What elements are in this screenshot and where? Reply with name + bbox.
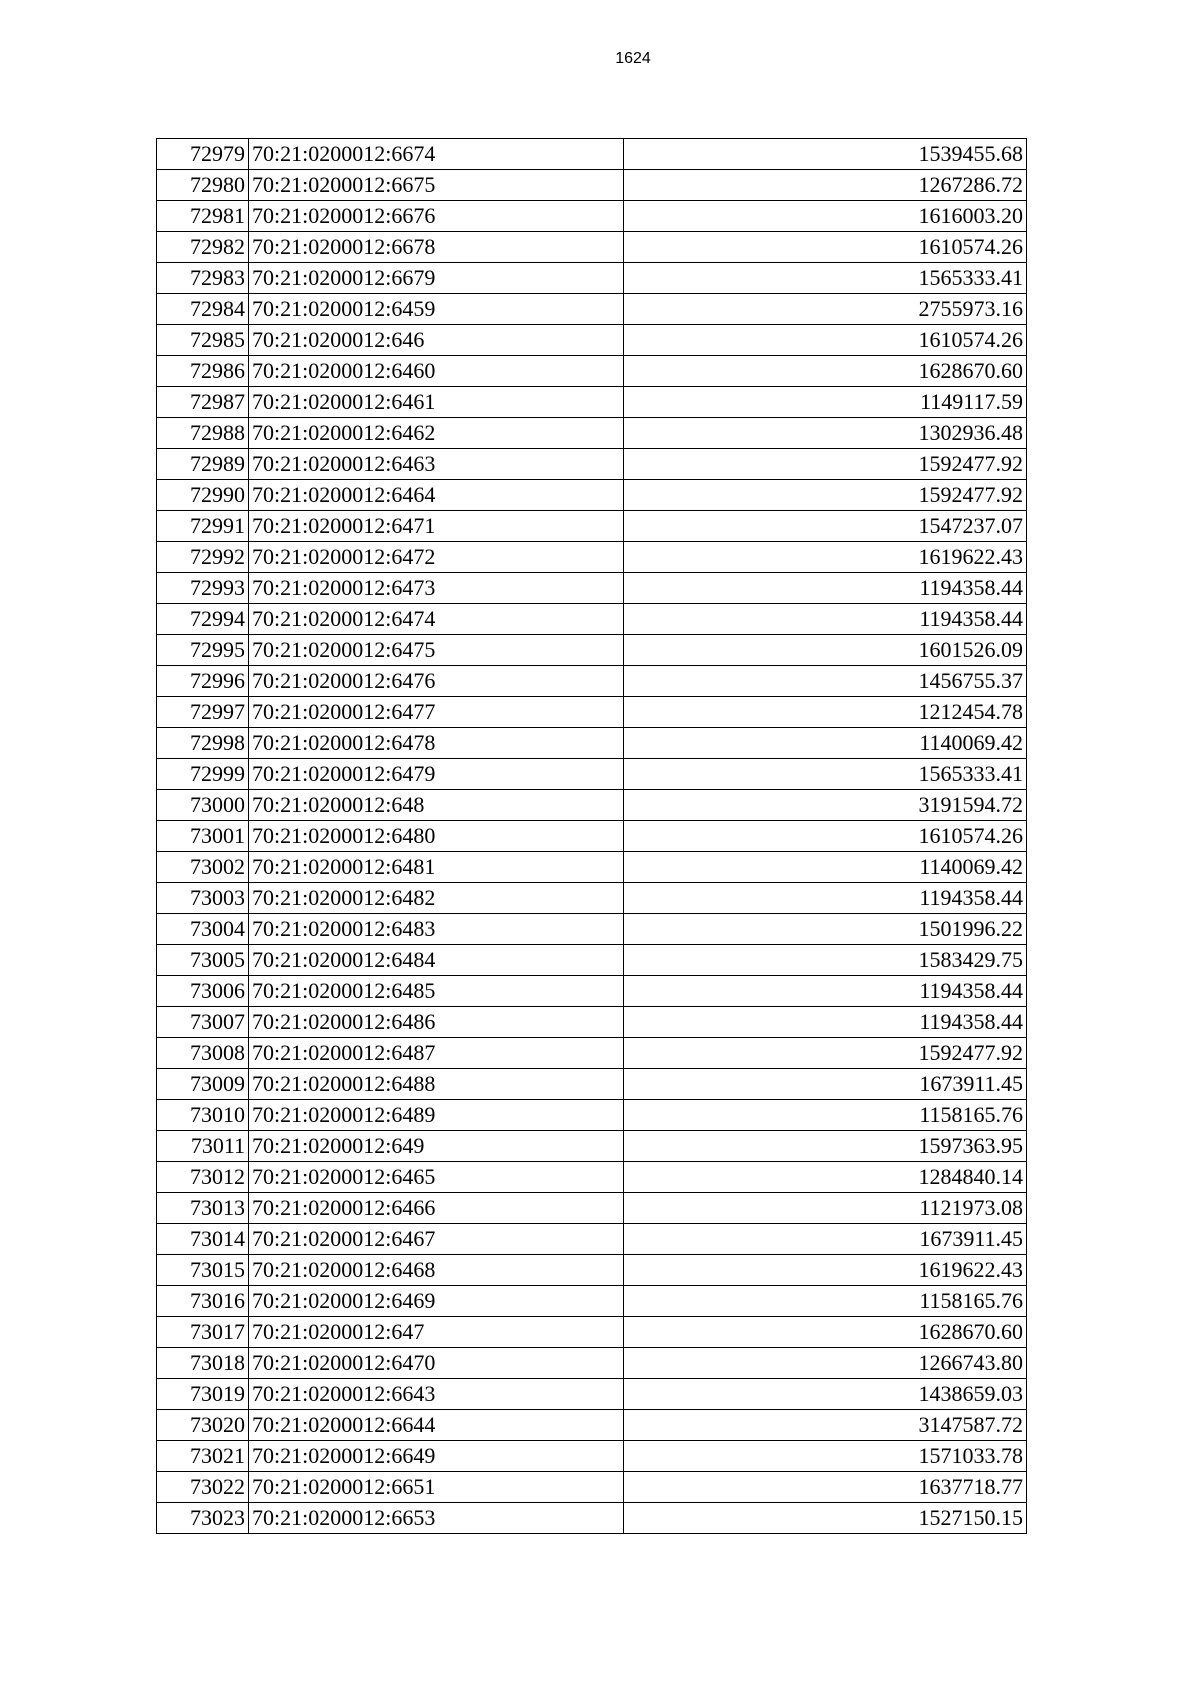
cadastral-value-cell: 1610574.26 [624, 821, 1027, 852]
cadastral-value-cell: 1149117.59 [624, 387, 1027, 418]
cadastral-number-cell: 70:21:0200012:6471 [249, 511, 624, 542]
cadastral-value-cell: 1592477.92 [624, 449, 1027, 480]
cadastral-number-cell: 70:21:0200012:6653 [249, 1503, 624, 1534]
cadastral-value-cell: 1456755.37 [624, 666, 1027, 697]
table-row [157, 356, 1027, 387]
table-row [157, 1441, 1027, 1472]
cadastral-number-cell: 70:21:0200012:6468 [249, 1255, 624, 1286]
table-row [157, 201, 1027, 232]
row-number-cell: 73008 [157, 1038, 249, 1069]
cadastral-number-cell: 70:21:0200012:6486 [249, 1007, 624, 1038]
row-number-cell: 72979 [157, 139, 249, 170]
row-number-cell: 73019 [157, 1379, 249, 1410]
cadastral-number-cell: 70:21:0200012:6675 [249, 170, 624, 201]
cadastral-value-cell: 3147587.72 [624, 1410, 1027, 1441]
row-number-cell: 73012 [157, 1162, 249, 1193]
row-number-cell: 73017 [157, 1317, 249, 1348]
row-number-cell: 73005 [157, 945, 249, 976]
row-number-cell: 72983 [157, 263, 249, 294]
row-number-cell: 73011 [157, 1131, 249, 1162]
table-row [157, 418, 1027, 449]
cadastral-value-cell: 1284840.14 [624, 1162, 1027, 1193]
row-number-cell: 73021 [157, 1441, 249, 1472]
cadastral-number-cell: 70:21:0200012:648 [249, 790, 624, 821]
row-number-cell: 72990 [157, 480, 249, 511]
cadastral-number-cell: 70:21:0200012:6487 [249, 1038, 624, 1069]
page-number: 1624 [615, 50, 651, 67]
table-row [157, 821, 1027, 852]
table-row [157, 666, 1027, 697]
cadastral-number-cell: 70:21:0200012:6649 [249, 1441, 624, 1472]
row-number-cell: 72980 [157, 170, 249, 201]
row-number-cell: 73001 [157, 821, 249, 852]
table-row [157, 1162, 1027, 1193]
cadastral-value-cell: 1637718.77 [624, 1472, 1027, 1503]
cadastral-number-cell: 70:21:0200012:6466 [249, 1193, 624, 1224]
table-row [157, 573, 1027, 604]
cadastral-value-cell: 1539455.68 [624, 139, 1027, 170]
cadastral-value-cell: 1547237.07 [624, 511, 1027, 542]
cadastral-number-cell: 70:21:0200012:6674 [249, 139, 624, 170]
row-number-cell: 72992 [157, 542, 249, 573]
cadastral-number-cell: 70:21:0200012:6483 [249, 914, 624, 945]
cadastral-value-cell: 1194358.44 [624, 976, 1027, 1007]
table-row [157, 1410, 1027, 1441]
table-row [157, 883, 1027, 914]
cadastral-value-cell: 1619622.43 [624, 542, 1027, 573]
cadastral-number-cell: 70:21:0200012:6644 [249, 1410, 624, 1441]
cadastral-number-cell: 70:21:0200012:6462 [249, 418, 624, 449]
cadastral-value-cell: 1302936.48 [624, 418, 1027, 449]
row-number-cell: 72985 [157, 325, 249, 356]
row-number-cell: 72999 [157, 759, 249, 790]
cadastral-number-cell: 70:21:0200012:6676 [249, 201, 624, 232]
table-row [157, 604, 1027, 635]
cadastral-value-cell: 2755973.16 [624, 294, 1027, 325]
cadastral-value-cell: 1673911.45 [624, 1224, 1027, 1255]
table-row [157, 1286, 1027, 1317]
table-row [157, 232, 1027, 263]
row-number-cell: 72998 [157, 728, 249, 759]
cadastral-value-cell: 1140069.42 [624, 728, 1027, 759]
table-row [157, 728, 1027, 759]
cadastral-number-cell: 70:21:0200012:6461 [249, 387, 624, 418]
cadastral-value-cell: 1194358.44 [624, 604, 1027, 635]
cadastral-number-cell: 70:21:0200012:6474 [249, 604, 624, 635]
row-number-cell: 73016 [157, 1286, 249, 1317]
table-row [157, 976, 1027, 1007]
row-number-cell: 73020 [157, 1410, 249, 1441]
row-number-cell: 72984 [157, 294, 249, 325]
row-number-cell: 72993 [157, 573, 249, 604]
cadastral-number-cell: 70:21:0200012:6479 [249, 759, 624, 790]
cadastral-number-cell: 70:21:0200012:646 [249, 325, 624, 356]
row-number-cell: 73014 [157, 1224, 249, 1255]
row-number-cell: 72987 [157, 387, 249, 418]
row-number-cell: 72982 [157, 232, 249, 263]
cadastral-number-cell: 70:21:0200012:6459 [249, 294, 624, 325]
table-row [157, 387, 1027, 418]
table-row [157, 325, 1027, 356]
row-number-cell: 73007 [157, 1007, 249, 1038]
table-row [157, 790, 1027, 821]
cadastral-number-cell: 70:21:0200012:6482 [249, 883, 624, 914]
cadastral-number-cell: 70:21:0200012:6465 [249, 1162, 624, 1193]
table-row [157, 1069, 1027, 1100]
row-number-cell: 73006 [157, 976, 249, 1007]
table-row [157, 1038, 1027, 1069]
row-number-cell: 73018 [157, 1348, 249, 1379]
row-number-cell: 72981 [157, 201, 249, 232]
row-number-cell: 73009 [157, 1069, 249, 1100]
cadastral-number-cell: 70:21:0200012:6489 [249, 1100, 624, 1131]
row-number-cell: 73002 [157, 852, 249, 883]
row-number-cell: 73015 [157, 1255, 249, 1286]
cadastral-value-cell: 1266743.80 [624, 1348, 1027, 1379]
row-number-cell: 73010 [157, 1100, 249, 1131]
cadastral-number-cell: 70:21:0200012:6472 [249, 542, 624, 573]
cadastral-number-cell: 70:21:0200012:6473 [249, 573, 624, 604]
row-number-cell: 73004 [157, 914, 249, 945]
cadastral-value-cell: 1140069.42 [624, 852, 1027, 883]
cadastral-value-cell: 1267286.72 [624, 170, 1027, 201]
cadastral-number-cell: 70:21:0200012:6469 [249, 1286, 624, 1317]
cadastral-number-cell: 70:21:0200012:6475 [249, 635, 624, 666]
cadastral-value-cell: 1583429.75 [624, 945, 1027, 976]
table-row [157, 542, 1027, 573]
cadastral-value-cell: 1565333.41 [624, 759, 1027, 790]
cadastral-number-cell: 70:21:0200012:6460 [249, 356, 624, 387]
cadastral-number-cell: 70:21:0200012:6484 [249, 945, 624, 976]
table-row [157, 914, 1027, 945]
cadastral-number-cell: 70:21:0200012:6485 [249, 976, 624, 1007]
table-row [157, 945, 1027, 976]
cadastral-value-cell: 1212454.78 [624, 697, 1027, 728]
table-row [157, 759, 1027, 790]
row-number-cell: 72996 [157, 666, 249, 697]
cadastral-number-cell: 70:21:0200012:6651 [249, 1472, 624, 1503]
table-row [157, 1131, 1027, 1162]
table-row [157, 139, 1027, 170]
row-number-cell: 72997 [157, 697, 249, 728]
cadastral-number-cell: 70:21:0200012:6467 [249, 1224, 624, 1255]
cadastral-number-cell: 70:21:0200012:647 [249, 1317, 624, 1348]
row-number-cell: 73013 [157, 1193, 249, 1224]
row-number-cell: 72991 [157, 511, 249, 542]
cadastral-number-cell: 70:21:0200012:6470 [249, 1348, 624, 1379]
table-row [157, 511, 1027, 542]
cadastral-value-cell: 1616003.20 [624, 201, 1027, 232]
cadastral-number-cell: 70:21:0200012:6488 [249, 1069, 624, 1100]
table-row [157, 697, 1027, 728]
table-row [157, 294, 1027, 325]
cadastral-number-cell: 70:21:0200012:6476 [249, 666, 624, 697]
table-row [157, 635, 1027, 666]
table-row [157, 1348, 1027, 1379]
row-number-cell: 72995 [157, 635, 249, 666]
table-row [157, 852, 1027, 883]
cadastre-table [156, 138, 1027, 1534]
cadastral-value-cell: 1619622.43 [624, 1255, 1027, 1286]
cadastral-value-cell: 1628670.60 [624, 356, 1027, 387]
cadastral-number-cell: 70:21:0200012:6679 [249, 263, 624, 294]
table-row [157, 1472, 1027, 1503]
cadastral-value-cell: 1194358.44 [624, 573, 1027, 604]
row-number-cell: 73000 [157, 790, 249, 821]
cadastral-number-cell: 70:21:0200012:6464 [249, 480, 624, 511]
row-number-cell: 73003 [157, 883, 249, 914]
cadastral-value-cell: 1121973.08 [624, 1193, 1027, 1224]
table-row [157, 1224, 1027, 1255]
cadastral-number-cell: 70:21:0200012:6481 [249, 852, 624, 883]
cadastral-value-cell: 1610574.26 [624, 325, 1027, 356]
row-number-cell: 72989 [157, 449, 249, 480]
cadastral-number-cell: 70:21:0200012:649 [249, 1131, 624, 1162]
table-row [157, 1007, 1027, 1038]
cadastral-value-cell: 1601526.09 [624, 635, 1027, 666]
row-number-cell: 72986 [157, 356, 249, 387]
cadastral-value-cell: 1565333.41 [624, 263, 1027, 294]
table-row [157, 1193, 1027, 1224]
cadastral-number-cell: 70:21:0200012:6480 [249, 821, 624, 852]
cadastral-value-cell: 1592477.92 [624, 1038, 1027, 1069]
cadastral-value-cell: 3191594.72 [624, 790, 1027, 821]
cadastral-number-cell: 70:21:0200012:6478 [249, 728, 624, 759]
cadastral-value-cell: 1628670.60 [624, 1317, 1027, 1348]
cadastral-value-cell: 1673911.45 [624, 1069, 1027, 1100]
cadastral-value-cell: 1597363.95 [624, 1131, 1027, 1162]
cadastral-value-cell: 1194358.44 [624, 883, 1027, 914]
cadastral-number-cell: 70:21:0200012:6463 [249, 449, 624, 480]
table-row [157, 263, 1027, 294]
cadastral-number-cell: 70:21:0200012:6678 [249, 232, 624, 263]
table-row [157, 1100, 1027, 1131]
cadastral-value-cell: 1571033.78 [624, 1441, 1027, 1472]
cadastral-value-cell: 1501996.22 [624, 914, 1027, 945]
row-number-cell: 72988 [157, 418, 249, 449]
cadastral-number-cell: 70:21:0200012:6477 [249, 697, 624, 728]
cadastral-value-cell: 1527150.15 [624, 1503, 1027, 1534]
table-row [157, 1503, 1027, 1534]
table-row [157, 170, 1027, 201]
cadastral-value-cell: 1592477.92 [624, 480, 1027, 511]
row-number-cell: 72994 [157, 604, 249, 635]
cadastral-number-cell: 70:21:0200012:6643 [249, 1379, 624, 1410]
row-number-cell: 73022 [157, 1472, 249, 1503]
cadastral-value-cell: 1610574.26 [624, 232, 1027, 263]
row-number-cell: 73023 [157, 1503, 249, 1534]
table-row [157, 1317, 1027, 1348]
cadastral-value-cell: 1158165.76 [624, 1100, 1027, 1131]
cadastral-value-cell: 1438659.03 [624, 1379, 1027, 1410]
cadastral-value-cell: 1158165.76 [624, 1286, 1027, 1317]
table-row [157, 1255, 1027, 1286]
table-row [157, 480, 1027, 511]
table-row [157, 1379, 1027, 1410]
cadastral-value-cell: 1194358.44 [624, 1007, 1027, 1038]
table-body [157, 139, 1027, 1534]
table-row [157, 449, 1027, 480]
